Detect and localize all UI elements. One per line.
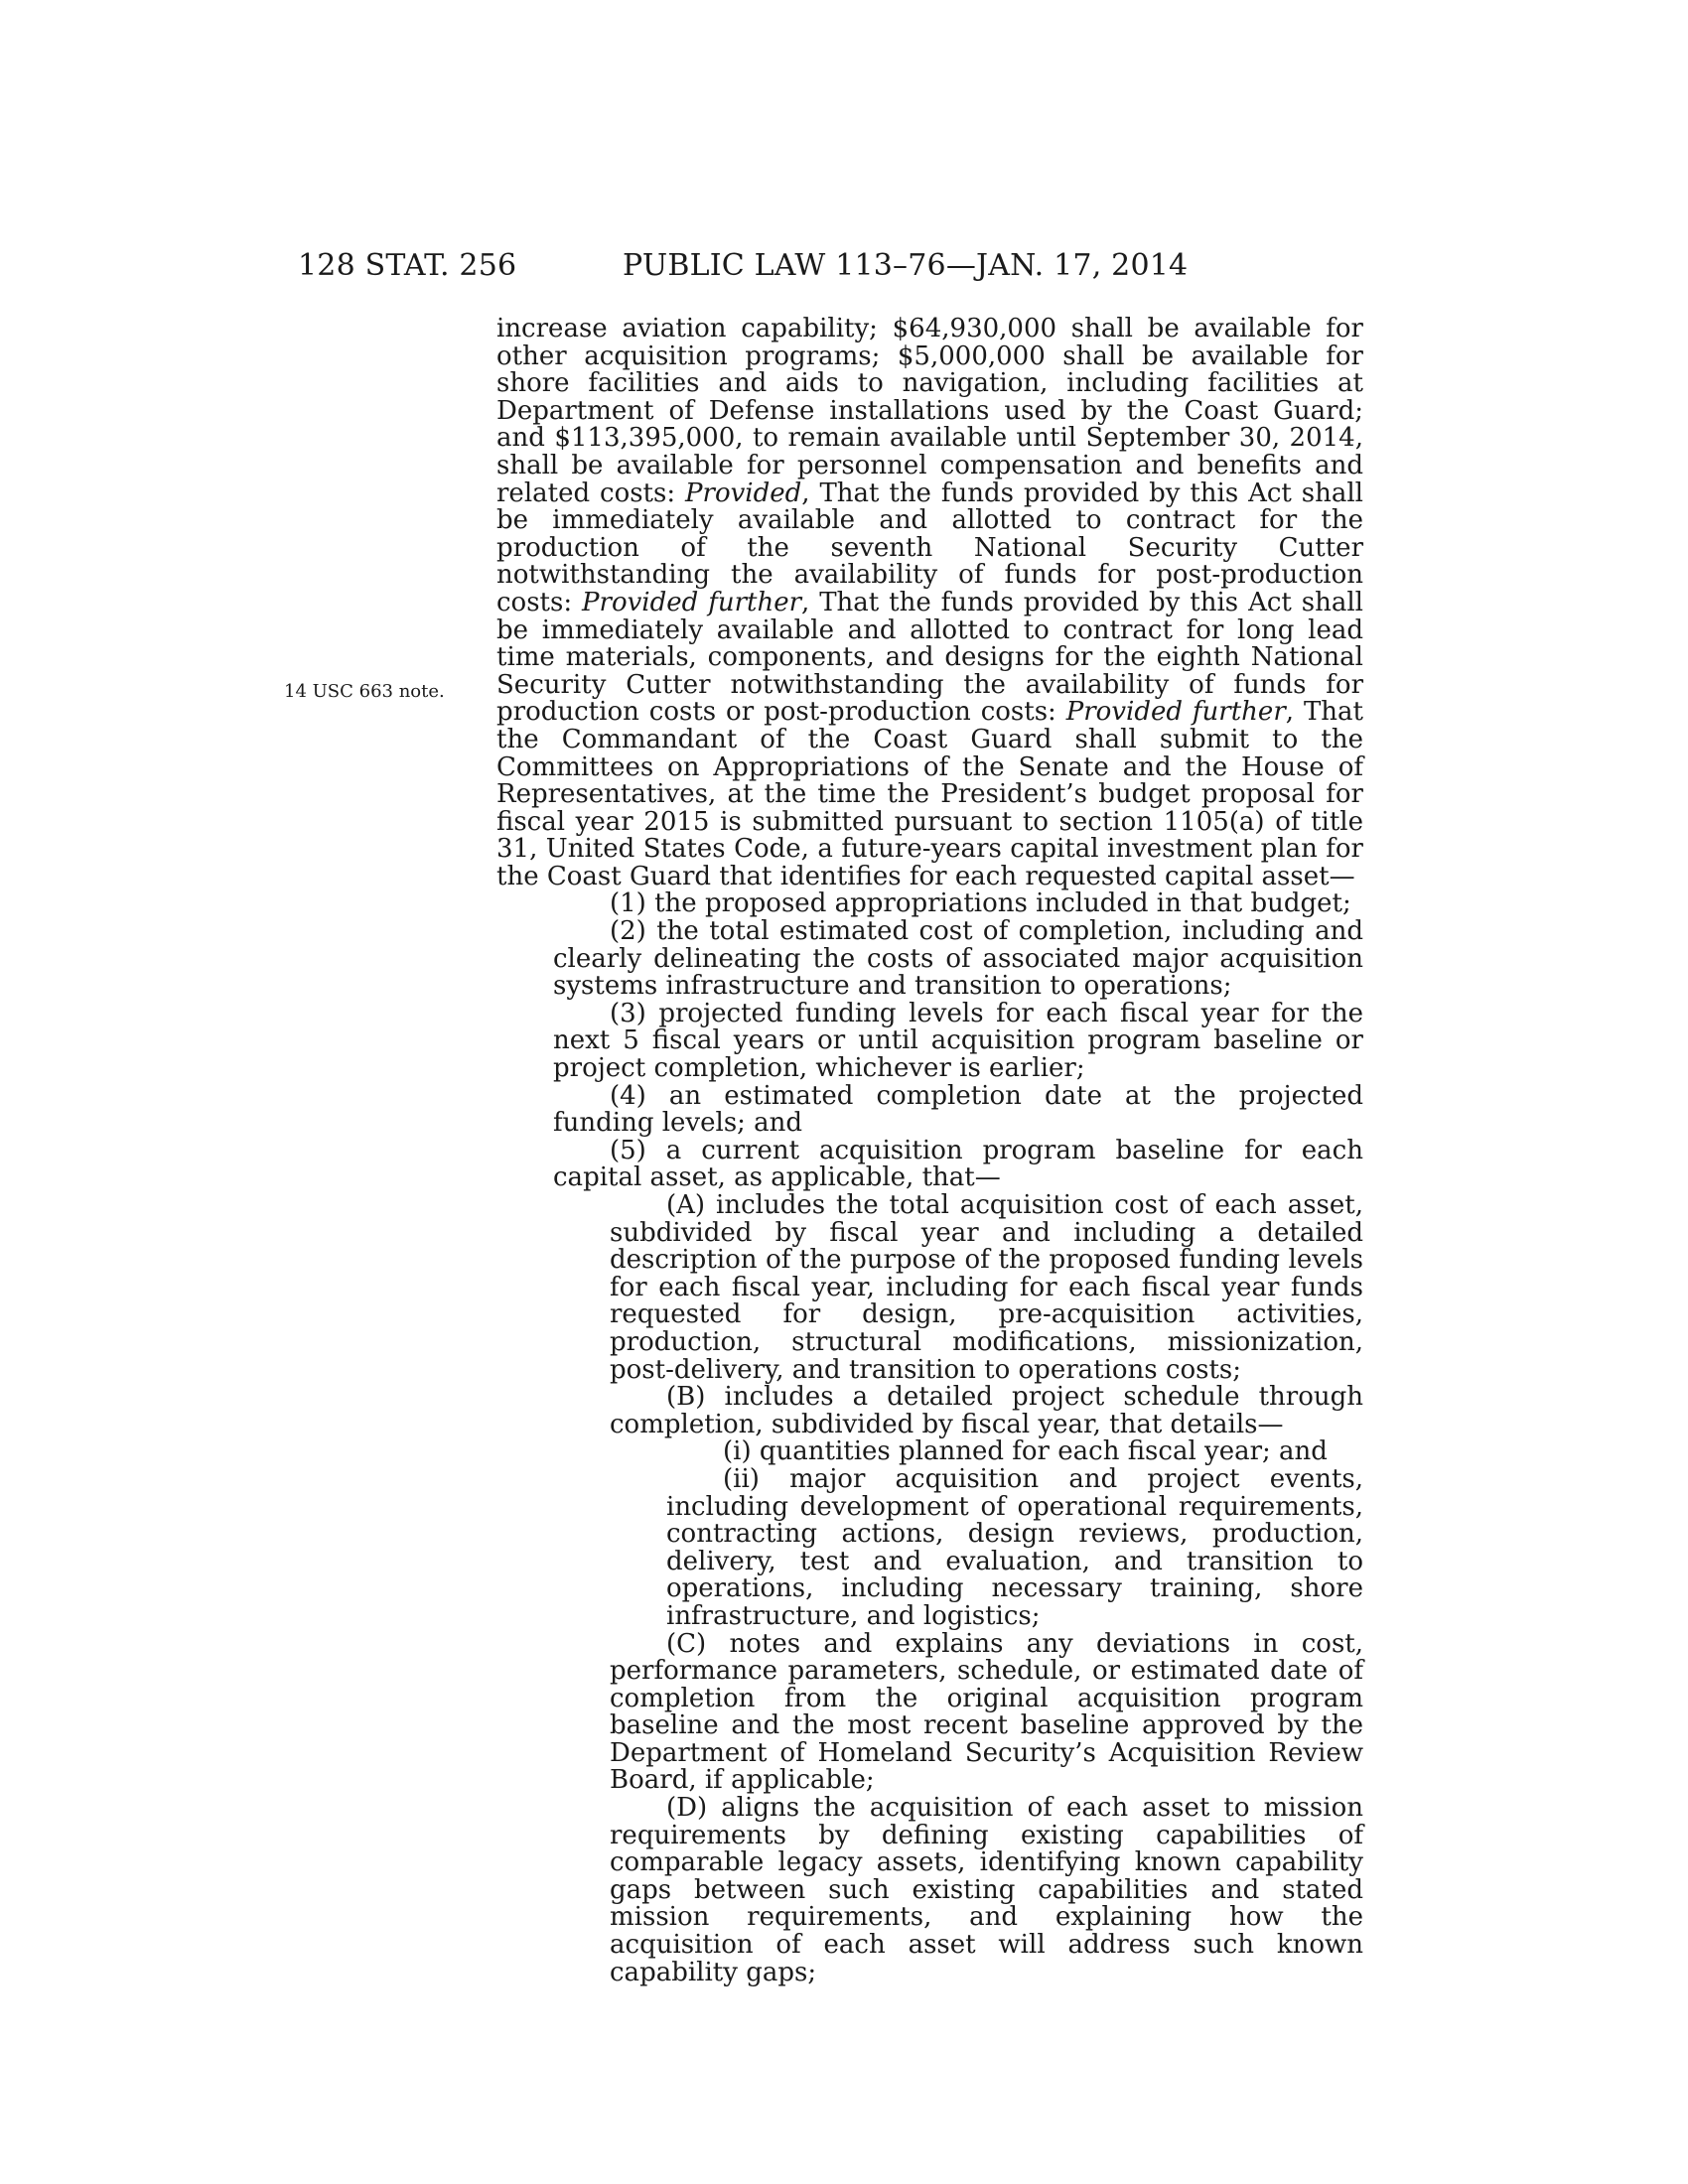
subitem-c: (C) notes and explains any deviations in cost, performance parameters, schedule, or estimated date of completion from the original acquisition program baseline and the most recent baseline approved by the Department of Homeland Security’s Acquisition Review Board, if applicable;: [610, 1628, 1363, 1796]
intro-text-c: , That the funds provided by this Act shall be immediately available and allotted to contract for long lead time materials, components, and designs for the eighth National Security Cutter notwithstanding the availability of funds for production costs or post-production costs:: [496, 587, 1363, 728]
list-item-1: (1) the proposed appropriations included in that budget;: [610, 888, 1351, 919]
margin-note-citation: 14 USC 663 note.: [284, 681, 445, 702]
clause-ii: (ii) major acquisition and project events, including development of operational requirements, contracting actions, design reviews, production, delivery, test and evaluation, and transition to operations, including necessary training, shore infrastructure, and logistics;: [666, 1463, 1363, 1631]
list-item-3: (3) projected funding levels for each fiscal year for the next 5 fiscal years or until acquisition program baseline or project completion, whichever is earlier;: [553, 998, 1363, 1084]
page-title: PUBLIC LAW 113–76—JAN. 17, 2014: [623, 248, 1189, 283]
subitem-d: (D) aligns the acquisition of each asset to mission requirements by defining existing capabilities of comparable legacy assets, identifying known capability gaps between such existing capabilities and stated mission requirements, and explaining how the acquisition of each asset will address such known capability gaps;: [610, 1793, 1363, 1987]
list-item-5: (5) a current acquisition program baseline for each capital asset, as applicable, that—: [553, 1135, 1363, 1193]
intro-text-b: , That the funds provided by this Act shall be immediately available and allotted to contract for the production of the seventh National Security Cutter notwithstanding the availability of funds for post-production costs:: [496, 478, 1363, 617]
provided-term: Provided: [685, 478, 802, 508]
stat-reference: 128 STAT. 256: [298, 248, 517, 283]
statute-body: [496, 316, 1363, 1986]
provided-further-term: Provided further: [582, 587, 802, 617]
subitem-b: (B) includes a detailed project schedule through completion, subdivided by fiscal year, that details—: [610, 1382, 1363, 1439]
list-item-2: (2) the total estimated cost of completion, including and clearly delineating the costs of associated major acquisition systems infrastructure and transition to operations;: [553, 916, 1363, 1002]
list-item-4: (4) an estimated completion date at the projected funding levels; and: [553, 1080, 1363, 1139]
intro-text-a: increase aviation capability; $64,930,000 shall be available for other acquisition programs; $5,000,000 shall be available for shore facilities and aids to navigation, including facilities at Department of Defense installations used by the Coast Guard; and $113,395,000, to remain available until September 30, 2014, shall be available for personnel compensation and benefits and related costs:: [496, 314, 1363, 508]
intro-text-d: , That the Commandant of the Coast Guard shall submit to the Committees on Appropriations of the Senate and the House of Representatives, at the time the President’s budget proposal for fiscal year 2015 is submitted pursuant to section 1105(a) of title 31, United States Code, a future-years capital investment plan for the Coast Guard that identifies for each requested capital asset—: [496, 697, 1363, 891]
provided-further-term: Provided further: [1065, 697, 1286, 728]
subitem-a: (A) includes the total acquisition cost of each asset, subdivided by fiscal year and including a detailed description of the purpose of the proposed funding levels for each fiscal year, including for each fiscal year funds requested for design, pre-acquisition activities, production, structural modifications, missionization, post-delivery, and transition to operations costs;: [610, 1190, 1363, 1385]
intro-paragraph: [496, 316, 1363, 890]
clause-i: (i) quantities planned for each fiscal year; and: [723, 1436, 1328, 1467]
